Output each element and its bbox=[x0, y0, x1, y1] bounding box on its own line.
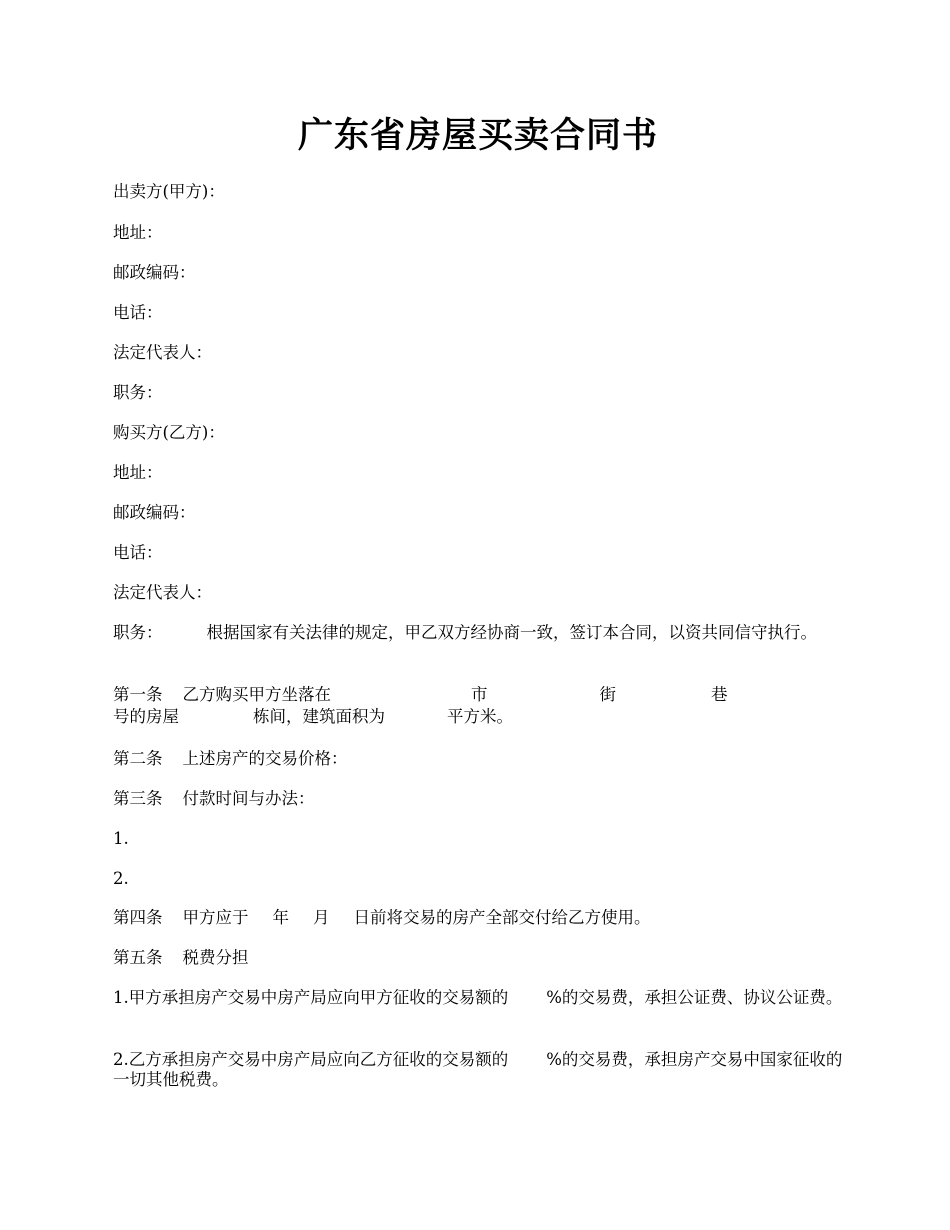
article-1-line-2 bbox=[113, 706, 513, 728]
article-1-text-7: 平方米。 bbox=[447, 707, 513, 726]
article-5-para-2 bbox=[113, 1050, 843, 1090]
buyer-label: 购买方(乙方)： bbox=[113, 423, 225, 442]
article-5 bbox=[113, 947, 249, 969]
article-1-lane: 巷 bbox=[711, 685, 728, 704]
article-5-para-2-b: %的交易费，承担房产交易中国家征收的一切其他税费。 bbox=[113, 1050, 843, 1089]
article-3-head: 第三条 bbox=[113, 789, 163, 808]
document-title: 广东省房屋买卖合同书 bbox=[297, 115, 658, 156]
article-3-text: 付款时间与办法： bbox=[182, 789, 315, 808]
article-4-month: 月 bbox=[313, 908, 330, 927]
preamble-text: 根据国家有关法律的规定，甲乙双方经协商一致，签订本合同，以资共同信守执行。 bbox=[206, 623, 817, 642]
article-3 bbox=[113, 788, 315, 810]
seller-legal-rep: 法定代表人： bbox=[113, 343, 212, 362]
article-1-text-5: 号的房屋 bbox=[113, 707, 179, 726]
item-2: 2. bbox=[113, 869, 129, 888]
article-2-text: 上述房产的交易价格： bbox=[182, 749, 348, 768]
article-4-head: 第四条 bbox=[113, 908, 163, 927]
seller-position: 职务： bbox=[113, 383, 163, 402]
article-2 bbox=[113, 748, 348, 770]
article-2-head: 第二条 bbox=[113, 749, 163, 768]
article-5-para-1-b: %的交易费，承担公证费、协议公证费。 bbox=[546, 988, 843, 1007]
article-5-para-1-a: 1.甲方承担房产交易中房产局应向甲方征收的交易额的 bbox=[113, 988, 509, 1007]
article-1-street: 街 bbox=[599, 685, 616, 704]
buyer-postcode: 邮政编码： bbox=[113, 503, 196, 522]
article-1-city: 市 bbox=[471, 685, 488, 704]
article-1-line-1 bbox=[113, 684, 728, 706]
article-1-text-6: 栋间，建筑面积为 bbox=[253, 707, 385, 726]
article-5-text: 税费分担 bbox=[182, 948, 249, 967]
article-4-text-1: 甲方应于 bbox=[182, 908, 249, 927]
article-5-para-1 bbox=[113, 988, 843, 1008]
article-5-head: 第五条 bbox=[113, 948, 163, 967]
buyer-phone: 电话： bbox=[113, 543, 163, 562]
buyer-legal-rep: 法定代表人： bbox=[113, 583, 212, 602]
article-4 bbox=[113, 907, 651, 929]
seller-label: 出卖方(甲方)： bbox=[113, 182, 225, 201]
seller-address: 地址： bbox=[113, 223, 163, 242]
article-5-para-2-a: 2.乙方承担房产交易中房产局应向乙方征收的交易额的 bbox=[113, 1050, 509, 1069]
buyer-position-preamble bbox=[113, 623, 843, 643]
seller-postcode: 邮政编码： bbox=[113, 263, 196, 282]
article-1-head: 第一条 bbox=[113, 685, 163, 704]
seller-phone: 电话： bbox=[113, 303, 163, 322]
article-4-text-4: 日前将交易的房产全部交付给乙方使用。 bbox=[353, 908, 651, 927]
buyer-address: 地址： bbox=[113, 463, 163, 482]
item-1: 1. bbox=[113, 829, 129, 848]
article-1-text-1: 乙方购买甲方坐落在 bbox=[182, 685, 331, 704]
article-4-year: 年 bbox=[272, 908, 289, 927]
buyer-position: 职务： bbox=[113, 623, 163, 642]
